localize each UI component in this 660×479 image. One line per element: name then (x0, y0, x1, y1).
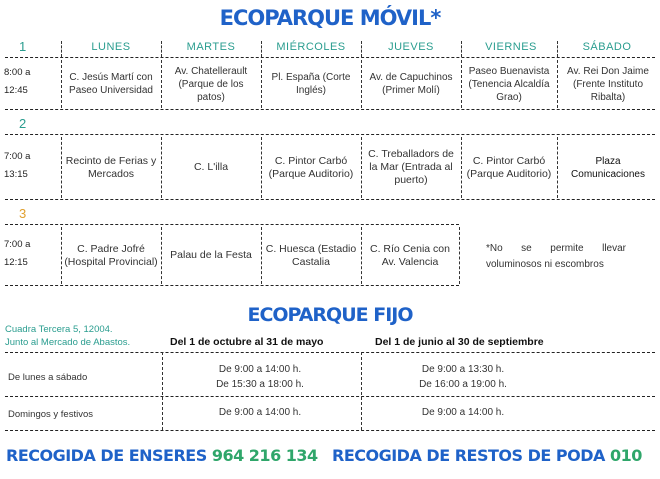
schedule-cell: Palau de la Festa (170, 249, 252, 261)
divider (5, 199, 655, 200)
schedule-cell: Paseo Buenavista (Tenencia Alcaldía Grao) (468, 65, 550, 103)
divider (5, 396, 655, 397)
footer-poda (332, 446, 642, 465)
footer-enseres (6, 446, 318, 465)
divider (161, 227, 162, 284)
schedule-cell: C. L'illa (193, 161, 229, 173)
schedule-cell: C. Padre Jofré (Hospital Provincial) (64, 242, 158, 268)
time-range (4, 236, 60, 272)
hours-line: De 9:00 a 13:30 h. (421, 364, 505, 375)
schedule-cell: C. Pintor Carbó (Parque Auditorio) (268, 154, 354, 180)
schedule-cell: C. Río Cenia con Av. Valencia (370, 242, 450, 268)
divider (361, 352, 362, 430)
poda-label: RECOGIDA DE RESTOS DE PODA (332, 446, 605, 465)
divider (461, 41, 462, 57)
divider (557, 137, 558, 198)
day-tuesday: MARTES (186, 41, 236, 53)
divider (461, 137, 462, 198)
fijo-row-label: De lunes a sábado (8, 372, 88, 383)
divider (361, 41, 362, 57)
divider (5, 109, 655, 110)
divider (261, 137, 262, 198)
schedule-cell: Pl. España (Corte Inglés) (271, 72, 351, 96)
enseres-label: RECOGIDA DE ENSERES (6, 446, 207, 465)
fijo-row-label: Domingos y festivos (8, 409, 94, 420)
time-range (4, 148, 60, 184)
divider (5, 134, 655, 135)
time-end: 13:15 (4, 169, 28, 180)
divider (5, 57, 655, 58)
row-number: 2 (19, 116, 27, 131)
movil-title: ECOPARQUE MÓVIL* (219, 6, 441, 30)
hours-line: De 9:00 a 14:00 h. (218, 364, 302, 375)
row-number: 1 (19, 39, 27, 54)
hours-line: De 16:00 a 19:00 h. (419, 379, 507, 390)
address-line: Cuadra Tercera 5, 12004. (5, 324, 113, 335)
divider (459, 227, 460, 284)
day-friday: VIERNES (485, 41, 537, 53)
divider (361, 137, 362, 198)
divider (361, 227, 362, 284)
divider (61, 227, 62, 284)
movil-note: *No se permite llevar voluminosos ni escombros (486, 243, 626, 270)
schedule-cell: Av. de Capuchinos (Primer Molí) (369, 72, 453, 96)
fijo-hours-winter: De 9:00 a 14:00 h. (218, 407, 302, 418)
divider (5, 352, 655, 353)
hours-line: De 15:30 a 18:00 h. (216, 379, 304, 390)
schedule-cell: Plaza Comunicaciones (571, 155, 645, 180)
schedule-cell: Av. Chatellerault (Parque de los patos) (174, 65, 248, 103)
season-header-winter: Del 1 de octubre al 31 de mayo (170, 336, 324, 348)
divider (61, 41, 62, 57)
schedule-cell: Av. Rei Don Jaime (Frente Instituto Ribalta) (567, 65, 649, 103)
divider (61, 137, 62, 198)
divider (261, 227, 262, 284)
time-end: 12:15 (4, 257, 28, 268)
address-line: Junto al Mercado de Abastos. (5, 337, 131, 348)
divider (61, 60, 62, 108)
day-saturday: SÁBADO (582, 41, 632, 53)
enseres-phone: 964 216 134 (211, 446, 318, 465)
row-number: 3 (19, 206, 27, 221)
divider (261, 60, 262, 108)
day-monday: LUNES (91, 41, 131, 53)
schedule-cell: C. Treballadors de la Mar (Entrada al puerto) (368, 148, 454, 186)
divider (557, 60, 558, 108)
fijo-hours-summer: De 9:00 a 14:00 h. (421, 407, 505, 418)
time-end: 12:45 (4, 85, 28, 96)
schedule-cell: C. Huesca (Estadio Castalia (265, 242, 357, 268)
fijo-address (5, 323, 130, 349)
divider (161, 41, 162, 57)
fijo-hours-summer (368, 362, 558, 392)
day-thursday: JUEVES (388, 41, 434, 53)
schedule-cell: C. Pintor Carbó (Parque Auditorio) (466, 154, 552, 180)
fijo-title: ECOPARQUE FIJO (247, 304, 413, 326)
divider (361, 60, 362, 108)
divider (5, 224, 459, 225)
day-wednesday: MIÉRCOLES (276, 41, 346, 53)
poda-phone: 010 (609, 446, 642, 465)
season-header-summer: Del 1 de junio al 30 de septiembre (375, 336, 544, 348)
divider (161, 60, 162, 108)
divider (5, 285, 459, 286)
schedule-cell: Recinto de Ferias y Mercados (65, 154, 157, 180)
divider (5, 430, 655, 431)
time-start: 8:00 a (4, 67, 31, 78)
divider (461, 60, 462, 108)
divider (161, 137, 162, 198)
divider (557, 41, 558, 57)
divider (261, 41, 262, 57)
time-start: 7:00 a (4, 151, 31, 162)
time-range (4, 64, 60, 100)
fijo-hours-winter (170, 362, 350, 392)
divider (162, 352, 163, 430)
time-start: 7:00 a (4, 239, 31, 250)
schedule-cell: C. Jesús Martí con Paseo Universidad (69, 72, 153, 96)
